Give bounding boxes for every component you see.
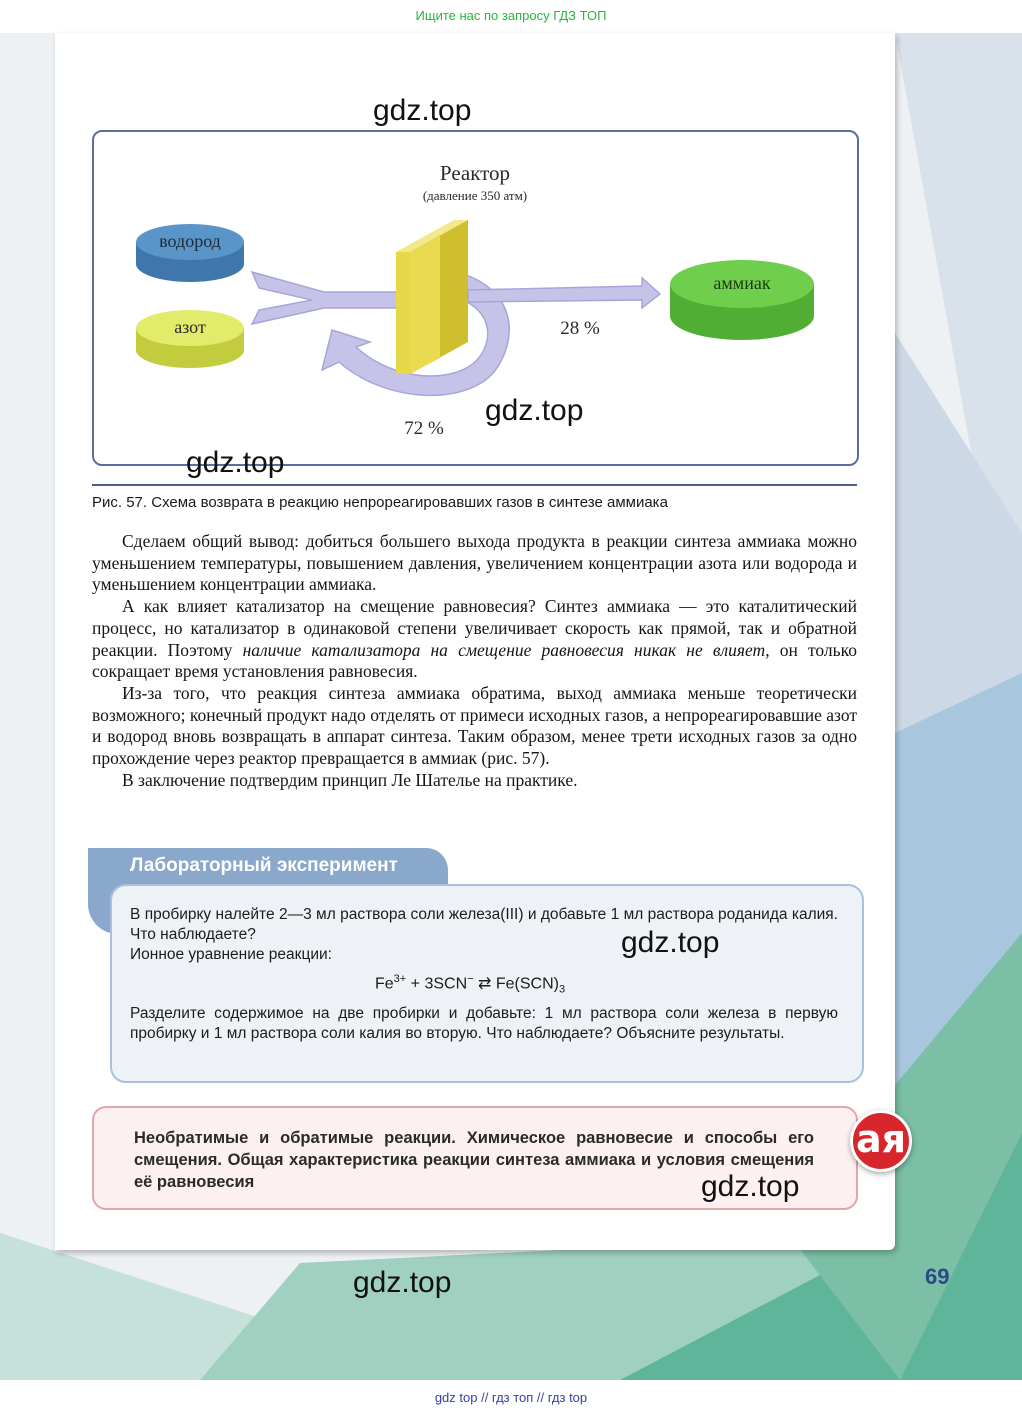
top-banner-text: Ищите нас по запросу ГДЗ ТОП	[415, 8, 607, 23]
badge-letters: ая	[855, 1117, 907, 1161]
watermark: gdz.top	[373, 94, 472, 127]
ionic-equation: $Fe^{3+} + 3SCN^-$ ⇄ $Fe(SCN)_3$	[375, 973, 566, 996]
emphasis-text: наличие катализатора на смещение равновесия никак не влияет	[242, 639, 766, 660]
reactor-title: Реактор	[439, 161, 511, 185]
watermark: gdz.top	[621, 926, 720, 959]
lab-equation-label: Ионное уравнение реакции:	[130, 946, 332, 963]
bottom-banner	[0, 1380, 1022, 1415]
lab-title: Лабораторный эксперимент	[130, 855, 398, 876]
figure-caption: Рис. 57. Схема возврата в реакцию непрореагировавших газов в синтезе аммиака	[92, 494, 668, 511]
page-number: 69	[925, 1264, 950, 1289]
paragraph: Сделаем общий вывод: добиться большего выхода продукта в реакции синтеза аммиака можно уменьшением температуры, повышением давления, увеличением концентрации азота или водорода и уменьшением концентрации аммиака.	[92, 531, 857, 595]
reactor-diagram	[94, 132, 857, 464]
badge-icon	[850, 1110, 912, 1172]
bottom-banner-text: gdz top // гдз топ // гдз top	[434, 1390, 588, 1405]
input-arrow	[252, 272, 404, 324]
paragraph: А как влияет катализатор на смещение равновесия? Синтез аммиака — это каталитический процесс, но катализатор в одинаковой степени увеличивает скорость как прямой, так и обратной реакции. Поэтому наличие катализатора на смещение равновесия никак не влияет, он только сокращает время установления равновесия.	[92, 596, 857, 682]
watermark: gdz.top	[485, 394, 584, 427]
watermark: gdz.top	[186, 446, 285, 479]
top-banner	[0, 0, 1022, 33]
recycle-percent: 72 %	[404, 418, 444, 439]
watermark: gdz.top	[701, 1170, 800, 1203]
hydrogen-label: водород	[159, 231, 221, 251]
caption-divider	[92, 484, 857, 486]
summary-text: Необратимые и обратимые реакции. Химическое равновесие и способы его смещения. Общая характеристика реакции синтеза аммиака и условия смещения её равновесия	[134, 1129, 814, 1191]
paragraph: В заключение подтвердим принцип Ле Шателье на практике.	[122, 769, 578, 790]
watermark: gdz.top	[353, 1266, 452, 1299]
reactor-subtitle: (давление 350 атм)	[422, 188, 528, 203]
lab-instruction-2: Разделите содержимое на две пробирки и добавьте: 1 мл раствора соли железа в первую пробирку и 1 мл раствора соли калия во вторую. Что наблюдаете? Объясните результаты.	[130, 1005, 838, 1042]
ammonia-label: аммиак	[713, 273, 771, 293]
figure-frame	[92, 130, 859, 466]
lab-instruction-1: В пробирку налейте 2—3 мл раствора соли железа(III) и добавьте 1 мл раствора роданида калия. Что наблюдаете?	[130, 906, 838, 943]
body-text	[92, 531, 857, 791]
paragraph: Из-за того, что реакция синтеза аммиака обратима, выход аммиака меньше теоретически возможного; конечный продукт надо отделять от примеси исходных газов, а непрореагировавшие азот и водород вновь возвращать в аппарат синтеза. Таким образом, менее трети исходных газов за одно прохождение через реактор превращается в аммиак (рис. 57).	[92, 682, 857, 769]
nitrogen-label: азот	[174, 317, 206, 337]
output-percent: 28 %	[560, 318, 600, 339]
